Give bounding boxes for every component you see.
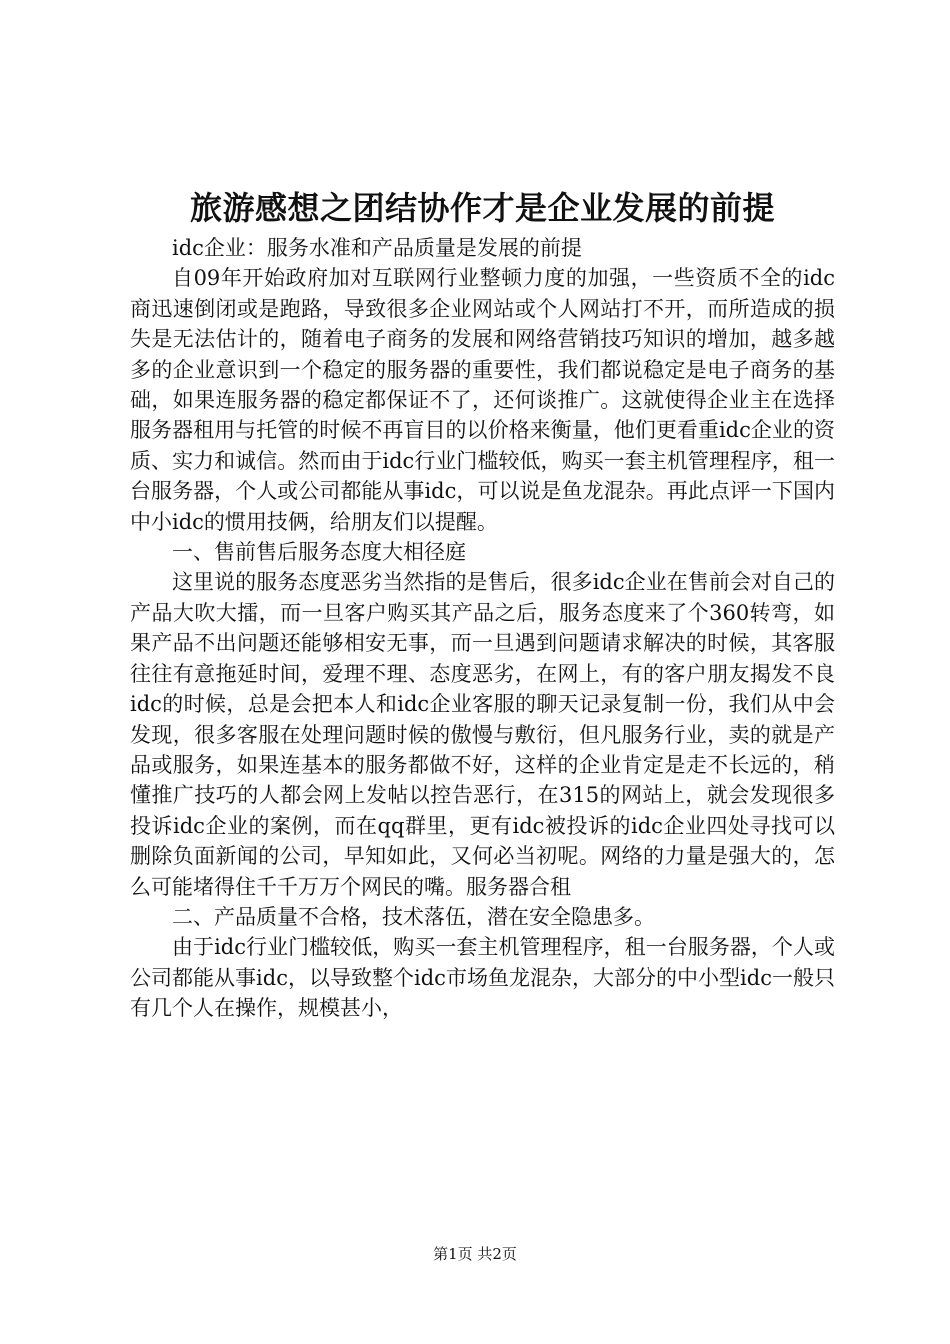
document-title: 旅游感想之团结协作才是企业发展的前提 [189,189,775,227]
intro-paragraph: 自09年开始政府加对互联网行业整顿力度的加强，一些资质不全的idc商迅速倒闭或是跑路，导致很多企业网站或个人网站打不开，而所造成的损失是无法估计的，随着电子商务的发展和网络营销技巧知识的增加，越多越多的企业意识到一个稳定的服务器的重要性，我们都说稳定是电子商务的基础，如果连服务器的稳定都保证不了，还何谈推广。这就使得企业主在选择服务器租用与托管的时候不再盲目的以价格来衡量，他们更看重idc企业的资质、实力和诚信。然而由于idc行业门槛较低，购买一套主机管理程序，租一台服务器，个人或公司都能从事idc，可以说是鱼龙混杂。再此点评一下国内中小idc的惯用技俩，给朋友们以提醒。 [130,266,835,534]
section-1-paragraph: 这里说的服务态度恶劣当然指的是售后，很多idc企业在售前会对自己的产品大吹大擂，而一旦客户购买其产品之后，服务态度来了个360转弯，如果产品不出问题还能够相安无事，而一旦遇到问题请求解决的时候，其客服往往有意拖延时间，爱理不理、态度恶劣，在网上，有的客户朋友揭发不良idc的时候，总是会把本人和idc企业客服的聊天记录复制一份，我们从中会发现，很多客服在处理问题时候的傲慢与敷衍，但凡服务行业，卖的就是产品或服务，如果连基本的服务都做不好，这样的企业肯定是走不长远的，稍懂推广技巧的人都会网上发帖以控告恶行，在315的网站上，就会发现很多投诉idc企业的案例，而在qq群里，更有idc被投诉的idc企业四处寻找可以删除负面新闻的公司，早知如此，又何必当初呢。网络的力量是强大的，怎么可能堵得住千千万万个网民的嘴。服务器合租 [130,570,835,899]
page-number-footer: 第1页 共2页 [433,1245,517,1263]
section-2-paragraph: 由于idc行业门槛较低，购买一套主机管理程序，租一台服务器，个人或公司都能从事idc，以导致整个idc市场鱼龙混杂，大部分的中小型idc一般只有几个人在操作，规模甚小， [130,935,835,1021]
section-heading-1: 一、售前售后服务态度大相径庭 [172,540,466,565]
document-body [130,233,835,1024]
subtitle-paragraph: idc企业：服务水准和产品质量是发展的前提 [172,236,582,260]
section-heading-2: 二、产品质量不合格，技术落伍，潜在安全隐患多。 [172,904,655,929]
